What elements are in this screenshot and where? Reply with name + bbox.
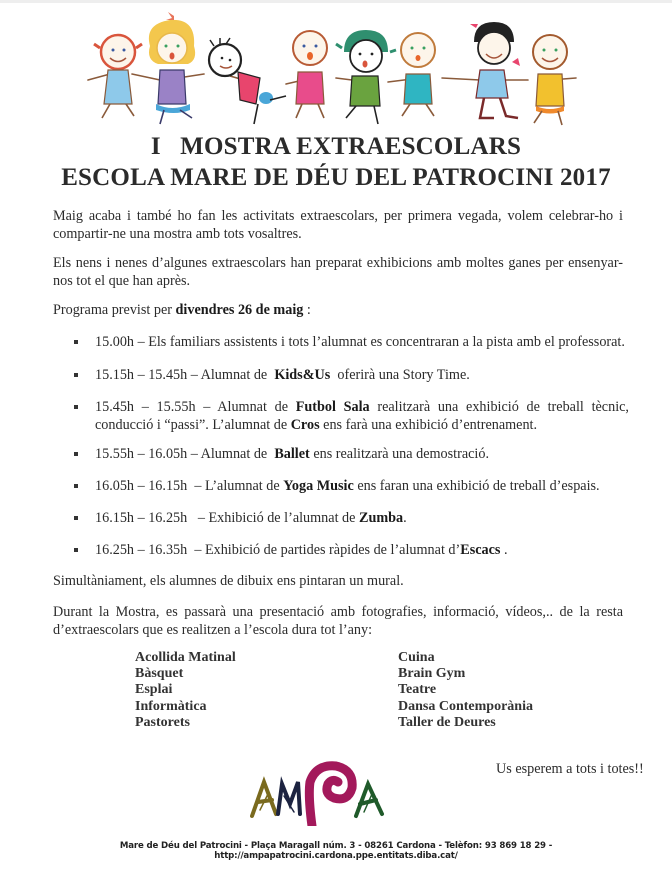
program-suffix: : (303, 302, 311, 318)
schedule-item: 15.00h – Els familiars assistents i tots l’alumnat es concentraran a la pista amb el professorat. (74, 333, 629, 351)
activity-name: Escacs (460, 542, 501, 558)
child-figure-6 (401, 33, 435, 116)
presentation-paragraph: Durant la Mostra, es passarà una presentació amb fotografies, informació, vídeos,.. de la resta d’extraescolars que es realitzen a l’escola dura tot l’any: (53, 604, 623, 638)
activity-item: Pastorets (135, 714, 190, 730)
schedule-item: 16.25h – 16.35h – Exhibició de partides ràpides de l’alumnat d’Escacs . (74, 541, 629, 559)
activity-item: Informàtica (135, 698, 207, 714)
activity-item: Bàsquet (135, 666, 184, 682)
child-figure-4 (293, 31, 327, 118)
child-figure-3 (209, 38, 286, 124)
activity-item: Dansa Contemporània (398, 698, 533, 714)
title-line-1: I MOSTRA EXTRAESCOLARS (150, 133, 522, 160)
square-bullet-icon (74, 452, 78, 456)
activity-item: Acollida Matinal (135, 650, 236, 665)
square-bullet-icon (74, 340, 78, 344)
activity-name: Futbol Sala (295, 399, 370, 415)
logo-letter-a2 (356, 784, 382, 816)
activity-name: Zumba (359, 510, 404, 526)
square-bullet-icon (74, 548, 78, 552)
schedule-item: 15.45h – 15.55h – Alumnat de Futbol Sala realitzarà una exhibició de treball tècnic, conducció i “passi”. L’alumnat de Cros ens farà una exhibició d’entrenament. (74, 398, 629, 434)
activity-item: Cuina (398, 650, 435, 665)
closing-message: Us esperem a tots i totes!! (496, 761, 644, 777)
activities-column-left (135, 650, 236, 731)
simultaneous-paragraph: Simultàniament, els alumnes de dibuix ens pintaran un mural. (53, 573, 404, 589)
activity-name: Cros (290, 417, 320, 433)
ampa-logo (250, 760, 390, 826)
activity-name: Kids&Us (274, 367, 331, 383)
square-bullet-icon (74, 373, 78, 377)
program-date: divendres 26 de maig (175, 302, 304, 318)
top-divider (0, 0, 672, 3)
program-prefix: Programa previst per (53, 302, 176, 318)
title-line-2: ESCOLA MARE DE DÉU DEL PATROCINI 2017 (61, 164, 611, 191)
footer-contact: Mare de Déu del Patrocini - Plaça Maragall núm. 3 - 08261 Cardona - Telèfon: 93 869 18 29 - http://ampapatrocini.cardona.ppe.entitats.diba.cat/ (119, 841, 553, 861)
logo-letter-a1 (252, 782, 276, 816)
logo-letter-m (278, 782, 300, 814)
intro-paragraph-2: Els nens i nenes d’algunes extraescolars han preparat exhibicions amb moltes ganes per ensenyar-nos tot el que han après. (53, 255, 623, 289)
child-figure-2 (149, 12, 195, 124)
activity-name: Ballet (274, 446, 310, 462)
activity-name: Yoga Music (283, 478, 354, 494)
activity-item: Teatre (398, 682, 437, 698)
dancing-children-illustration (80, 8, 580, 128)
square-bullet-icon (74, 405, 78, 409)
activities-column-right (398, 650, 533, 731)
activity-item: Esplai (135, 682, 173, 698)
logo-letter-p (309, 766, 352, 826)
child-figure-5 (336, 30, 396, 124)
square-bullet-icon (74, 516, 78, 520)
child-figure-8 (533, 35, 567, 125)
program-heading (53, 301, 623, 319)
schedule-item: 16.15h – 16.25h – Exhibició de l’alumnat de Zumba. (74, 509, 629, 527)
activity-item: Brain Gym (398, 666, 466, 682)
activity-item: Taller de Deures (398, 714, 496, 730)
square-bullet-icon (74, 484, 78, 488)
schedule-item: 15.55h – 16.05h – Alumnat de Ballet ens realitzarà una demostració. (74, 445, 629, 463)
child-figure-7 (470, 22, 520, 118)
schedule-item: 15.15h – 15.45h – Alumnat de Kids&Us oferirà una Story Time. (74, 366, 629, 384)
intro-paragraph-1: Maig acaba i també ho fan les activitats extraescolars, per primera vegada, volem celebrar-ho i compartir-ne una mostra amb tots vosaltres. (53, 208, 623, 242)
schedule-item: 16.05h – 16.15h – L’alumnat de Yoga Music ens faran una exhibició de treball d’espais. (74, 477, 629, 495)
